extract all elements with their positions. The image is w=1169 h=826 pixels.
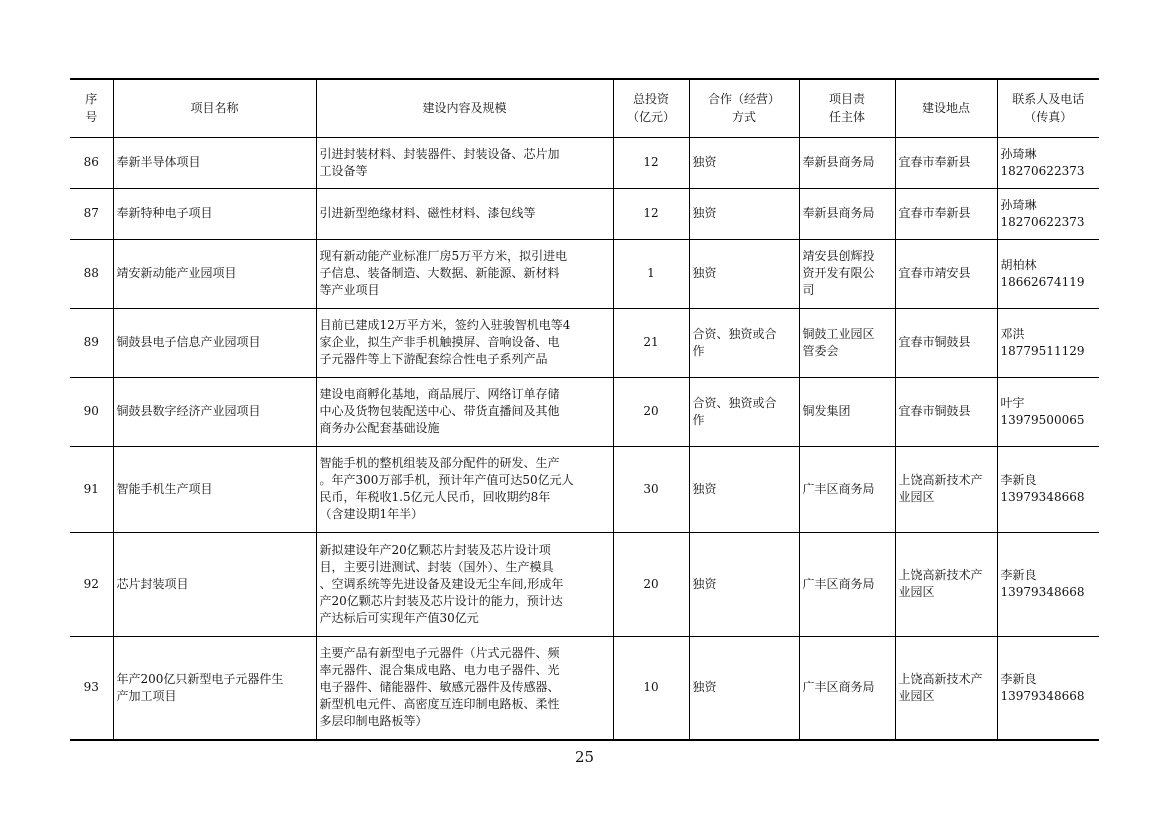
cell-content: 引进新型绝缘材料、磁性材料、漆包线等 — [316, 188, 613, 239]
cell-investment: 12 — [613, 137, 689, 188]
cell-contact — [997, 636, 1099, 740]
table-row — [70, 137, 1099, 188]
cell-content: 目前已建成12万平方米，签约入驻骏智机电等4 家企业，拟生产非手机触摸屏、音响设备、电 子元器件等上下游配套综合性电子系列产品 — [316, 308, 613, 377]
cell-owner: 靖安县创辉投 资开发有限公 司 — [799, 239, 895, 308]
contact-phone: 13979348668 — [1000, 585, 1085, 599]
cell-location: 上饶高新技术产 业园区 — [895, 636, 997, 740]
cell-project-name: 奉新特种电子项目 — [113, 188, 316, 239]
table-row — [70, 188, 1099, 239]
cell-content: 新拟建设年产20亿颗芯片封装及芯片设计项 目，主要引进测试、封装（国外）、生产模具 、空调系统等先进设备及建设无尘车间,形成年 产20亿颗芯片封装及芯片设计的能力，预计达 产达标后可实现年产值30亿元 — [316, 532, 613, 636]
contact-phone: 13979348668 — [1000, 490, 1085, 504]
contact-phone: 18779511129 — [1000, 343, 1085, 358]
contact-phone: 13979348668 — [1000, 688, 1085, 703]
cell-contact — [997, 446, 1099, 532]
contact-phone: 18270622373 — [1000, 214, 1085, 229]
cell-owner: 广丰区商务局 — [799, 532, 895, 636]
cell-location: 宜春市铜鼓县 — [895, 377, 997, 446]
header-content: 建设内容及规模 — [316, 79, 613, 137]
cell-seq: 92 — [70, 532, 113, 636]
cell-seq: 89 — [70, 308, 113, 377]
cell-mode: 独资 — [689, 137, 799, 188]
cell-location: 宜春市铜鼓县 — [895, 308, 997, 377]
table-row — [70, 308, 1099, 377]
header-investment: 总投资 （亿元） — [613, 79, 689, 137]
table-row — [70, 636, 1099, 740]
cell-contact — [997, 532, 1099, 636]
contact-name: 李新良 — [1000, 671, 1037, 686]
cell-project-name: 靖安新动能产业园项目 — [113, 239, 316, 308]
header-mode: 合作（经营） 方式 — [689, 79, 799, 137]
cell-seq: 91 — [70, 446, 113, 532]
cell-mode: 独资 — [689, 636, 799, 740]
cell-project-name: 芯片封装项目 — [113, 532, 316, 636]
table-row — [70, 446, 1099, 532]
cell-content: 引进封装材料、封装器件、封装设备、芯片加 工设备等 — [316, 137, 613, 188]
cell-location: 宜春市靖安县 — [895, 239, 997, 308]
cell-project-name: 铜鼓县电子信息产业园项目 — [113, 308, 316, 377]
contact-name: 胡柏林 — [1000, 257, 1037, 272]
cell-mode: 独资 — [689, 532, 799, 636]
cell-mode: 独资 — [689, 239, 799, 308]
cell-seq: 87 — [70, 188, 113, 239]
contact-name: 孙琦琳 — [1000, 146, 1037, 161]
cell-mode: 独资 — [689, 446, 799, 532]
cell-seq: 90 — [70, 377, 113, 446]
cell-investment: 1 — [613, 239, 689, 308]
table-header-row — [70, 79, 1099, 137]
cell-project-name: 智能手机生产项目 — [113, 446, 316, 532]
table-row — [70, 239, 1099, 308]
cell-contact — [997, 377, 1099, 446]
cell-investment: 20 — [613, 532, 689, 636]
cell-location: 宜春市奉新县 — [895, 188, 997, 239]
contact-phone: 13979500065 — [1000, 412, 1085, 427]
contact-phone: 18662674119 — [1000, 274, 1085, 289]
cell-mode: 合资、独资或合 作 — [689, 377, 799, 446]
contact-name: 李新良 — [1000, 568, 1037, 582]
cell-owner: 奉新县商务局 — [799, 137, 895, 188]
cell-owner: 奉新县商务局 — [799, 188, 895, 239]
cell-investment: 20 — [613, 377, 689, 446]
cell-project-name: 奉新半导体项目 — [113, 137, 316, 188]
header-project-name: 项目名称 — [113, 79, 316, 137]
cell-project-name: 铜鼓县数字经济产业园项目 — [113, 377, 316, 446]
contact-phone: 18270622373 — [1000, 163, 1085, 178]
cell-seq: 88 — [70, 239, 113, 308]
contact-name: 叶宇 — [1000, 395, 1025, 410]
table-row — [70, 532, 1099, 636]
cell-content: 智能手机的整机组装及部分配件的研发、生产 。年产300万部手机，预计年产值可达50亿元人 民币，年税收1.5亿元人民币，回收期约8年 （含建设期1年半） — [316, 446, 613, 532]
cell-contact — [997, 188, 1099, 239]
contact-name: 邓洪 — [1000, 326, 1025, 341]
cell-contact — [997, 137, 1099, 188]
table-row — [70, 377, 1099, 446]
page-number: 25 — [574, 748, 595, 766]
project-table — [70, 78, 1099, 741]
cell-investment: 12 — [613, 188, 689, 239]
cell-seq: 93 — [70, 636, 113, 740]
header-seq: 序 号 — [70, 79, 113, 137]
cell-owner: 广丰区商务局 — [799, 636, 895, 740]
cell-contact — [997, 308, 1099, 377]
cell-owner: 广丰区商务局 — [799, 446, 895, 532]
cell-location: 宜春市奉新县 — [895, 137, 997, 188]
header-contact: 联系人及电话 （传真） — [997, 79, 1099, 137]
cell-investment: 21 — [613, 308, 689, 377]
cell-owner: 铜发集团 — [799, 377, 895, 446]
cell-investment: 30 — [613, 446, 689, 532]
contact-name: 孙琦琳 — [1000, 197, 1037, 212]
header-location: 建设地点 — [895, 79, 997, 137]
cell-location: 上饶高新技术产 业园区 — [895, 532, 997, 636]
cell-location: 上饶高新技术产 业园区 — [895, 446, 997, 532]
contact-name: 李新良 — [1000, 473, 1037, 487]
cell-content: 现有新动能产业标准厂房5万平方米，拟引进电 子信息、装备制造、大数据、新能源、新材料 等产业项目 — [316, 239, 613, 308]
cell-mode: 独资 — [689, 188, 799, 239]
cell-project-name: 年产200亿只新型电子元器件生 产加工项目 — [113, 636, 316, 740]
cell-content: 主要产品有新型电子元器件（片式元器件、频 率元器件、混合集成电路、电力电子器件、光 电子器件、储能器件、敏感元器件及传感器、 新型机电元件、高密度互连印制电路板、柔性 多层印制电路板等） — [316, 636, 613, 740]
cell-contact — [997, 239, 1099, 308]
header-owner: 项目责 任主体 — [799, 79, 895, 137]
cell-owner: 铜鼓工业园区 管委会 — [799, 308, 895, 377]
cell-content: 建设电商孵化基地，商品展厅、网络订单存储 中心及货物包装配送中心、带货直播间及其他 商务办公配套基础设施 — [316, 377, 613, 446]
cell-mode: 合资、独资或合 作 — [689, 308, 799, 377]
cell-seq: 86 — [70, 137, 113, 188]
cell-investment: 10 — [613, 636, 689, 740]
